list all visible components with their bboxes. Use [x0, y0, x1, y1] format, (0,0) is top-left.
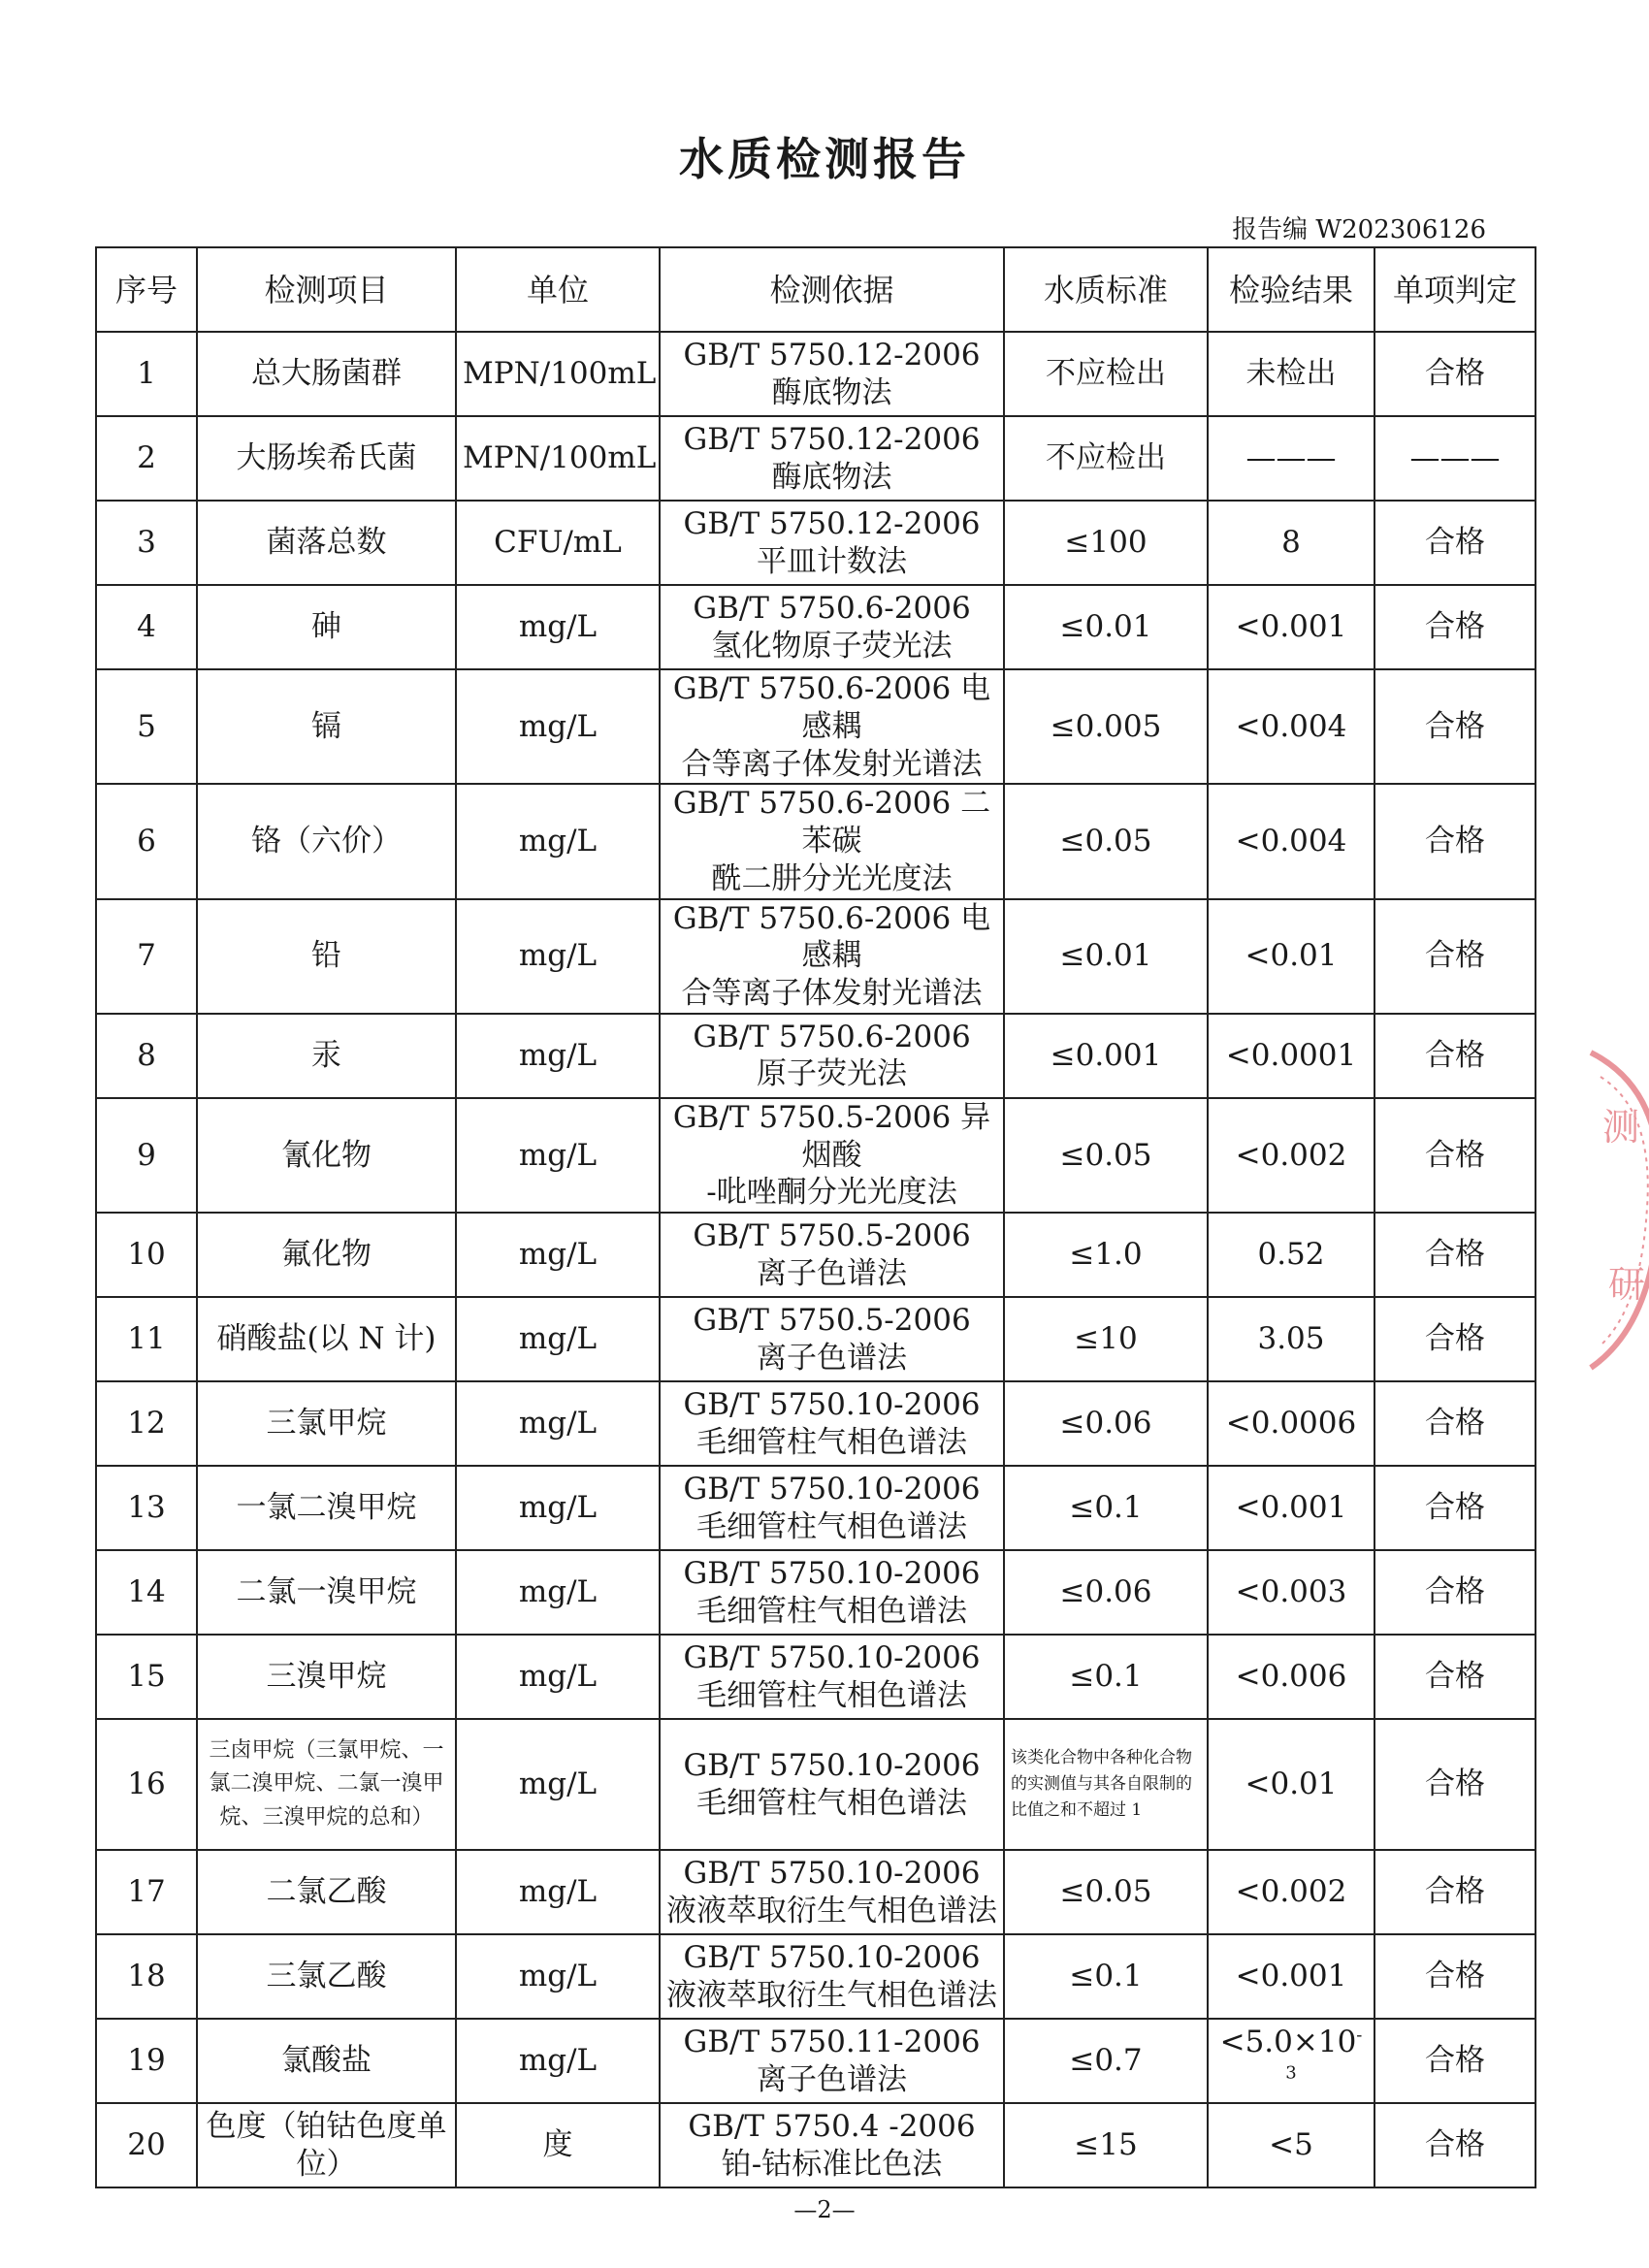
- cell-method: GB/T 5750.12-2006 平皿计数法: [660, 501, 1004, 585]
- cell-no: 15: [96, 1635, 197, 1719]
- table-row: [96, 416, 1536, 501]
- table-row: [96, 2019, 1536, 2103]
- cell-result: <0.001: [1208, 585, 1374, 669]
- cell-method: GB/T 5750.10-2006 毛细管柱气相色谱法: [660, 1381, 1004, 1466]
- table-row: [96, 1719, 1536, 1850]
- cell-method: GB/T 5750.10-2006 毛细管柱气相色谱法: [660, 1635, 1004, 1719]
- cell-method: GB/T 5750.12-2006 酶底物法: [660, 416, 1004, 501]
- cell-result: <0.001: [1208, 1934, 1374, 2019]
- cell-unit: mg/L: [456, 1934, 660, 2019]
- cell-no: 16: [96, 1719, 197, 1850]
- cell-unit: mg/L: [456, 1098, 660, 1213]
- cell-standard: ≤0.1: [1004, 1466, 1208, 1550]
- table-row: [96, 1297, 1536, 1381]
- cell-item: 色度（铂钴色度单位）: [197, 2103, 456, 2187]
- cell-no: 7: [96, 899, 197, 1014]
- cell-standard: ≤0.7: [1004, 2019, 1208, 2103]
- cell-method: GB/T 5750.5-2006 异烟酸 -吡唑酮分光光度法: [660, 1098, 1004, 1213]
- cell-standard: ≤0.01: [1004, 899, 1208, 1014]
- cell-judgement: 合格: [1374, 1719, 1536, 1850]
- cell-no: 20: [96, 2103, 197, 2187]
- cell-item: 硝酸盐(以 N 计): [197, 1297, 456, 1381]
- cell-no: 13: [96, 1466, 197, 1550]
- cell-standard: ≤0.06: [1004, 1550, 1208, 1635]
- cell-item: 三氯甲烷: [197, 1381, 456, 1466]
- header-unit: 单位: [456, 247, 660, 332]
- cell-result: <0.006: [1208, 1635, 1374, 1719]
- cell-method: GB/T 5750.6-2006 二苯碳 酰二肼分光光度法: [660, 784, 1004, 898]
- cell-standard: ≤0.005: [1004, 669, 1208, 784]
- cell-method: GB/T 5750.5-2006 离子色谱法: [660, 1213, 1004, 1297]
- cell-item: 一氯二溴甲烷: [197, 1466, 456, 1550]
- table-row: [96, 585, 1536, 669]
- cell-result: <0.001: [1208, 1466, 1374, 1550]
- cell-judgement: 合格: [1374, 2019, 1536, 2103]
- cell-unit: mg/L: [456, 1014, 660, 1098]
- table-row: [96, 1381, 1536, 1466]
- cell-result: <0.01: [1208, 1719, 1374, 1850]
- red-seal-stamp: [1552, 1033, 1649, 1382]
- cell-method: GB/T 5750.6-2006 氢化物原子荧光法: [660, 585, 1004, 669]
- cell-no: 11: [96, 1297, 197, 1381]
- cell-unit: mg/L: [456, 1381, 660, 1466]
- stamp-text-bottom: 研: [1608, 1263, 1646, 1306]
- table-row: [96, 2103, 1536, 2187]
- cell-unit: mg/L: [456, 1213, 660, 1297]
- cell-judgement: 合格: [1374, 1466, 1536, 1550]
- cell-result: 3.05: [1208, 1297, 1374, 1381]
- cell-unit: 度: [456, 2103, 660, 2187]
- cell-no: 12: [96, 1381, 197, 1466]
- table-row: [96, 669, 1536, 784]
- cell-unit: MPN/100mL: [456, 416, 660, 501]
- stamp-text-top: 测: [1602, 1106, 1640, 1149]
- cell-method: GB/T 5750.11-2006 离子色谱法: [660, 2019, 1004, 2103]
- cell-standard: 不应检出: [1004, 332, 1208, 416]
- cell-standard: ≤0.1: [1004, 1635, 1208, 1719]
- table-row: [96, 784, 1536, 898]
- cell-judgement: 合格: [1374, 585, 1536, 669]
- water-quality-table: [95, 246, 1536, 2188]
- cell-item: 三溴甲烷: [197, 1635, 456, 1719]
- cell-unit: mg/L: [456, 1719, 660, 1850]
- cell-judgement: 合格: [1374, 784, 1536, 898]
- cell-no: 19: [96, 2019, 197, 2103]
- result-exponent: -3: [1285, 2025, 1363, 2084]
- cell-no: 1: [96, 332, 197, 416]
- cell-judgement: 合格: [1374, 332, 1536, 416]
- cell-item: 砷: [197, 585, 456, 669]
- cell-method: GB/T 5750.5-2006 离子色谱法: [660, 1297, 1004, 1381]
- cell-result: 8: [1208, 501, 1374, 585]
- cell-method: GB/T 5750.6-2006 电感耦 合等离子体发射光谱法: [660, 899, 1004, 1014]
- cell-no: 10: [96, 1213, 197, 1297]
- cell-item: 汞: [197, 1014, 456, 1098]
- cell-judgement: 合格: [1374, 1381, 1536, 1466]
- cell-method: GB/T 5750.10-2006 液液萃取衍生气相色谱法: [660, 1850, 1004, 1934]
- cell-unit: mg/L: [456, 1550, 660, 1635]
- table-row: [96, 501, 1536, 585]
- header-method: 检测依据: [660, 247, 1004, 332]
- cell-judgement: ———: [1374, 416, 1536, 501]
- cell-unit: mg/L: [456, 1297, 660, 1381]
- cell-result: <0.002: [1208, 1850, 1374, 1934]
- cell-item: 铅: [197, 899, 456, 1014]
- cell-item: 氯酸盐: [197, 2019, 456, 2103]
- cell-no: 14: [96, 1550, 197, 1635]
- cell-item: 菌落总数: [197, 501, 456, 585]
- cell-result: ———: [1208, 416, 1374, 501]
- cell-item: 氟化物: [197, 1213, 456, 1297]
- cell-item: 三卤甲烷（三氯甲烷、一氯二溴甲烷、二氯一溴甲烷、三溴甲烷的总和）: [197, 1719, 456, 1850]
- cell-item: 大肠埃希氏菌: [197, 416, 456, 501]
- header-result: 检验结果: [1208, 247, 1374, 332]
- cell-standard: ≤15: [1004, 2103, 1208, 2187]
- cell-standard: ≤0.06: [1004, 1381, 1208, 1466]
- result-base: <5.0×10: [1219, 2024, 1357, 2059]
- cell-method: GB/T 5750.10-2006 毛细管柱气相色谱法: [660, 1466, 1004, 1550]
- cell-unit: CFU/mL: [456, 501, 660, 585]
- cell-standard: ≤1.0: [1004, 1213, 1208, 1297]
- cell-no: 18: [96, 1934, 197, 2019]
- cell-item: 二氯乙酸: [197, 1850, 456, 1934]
- cell-unit: mg/L: [456, 585, 660, 669]
- cell-no: 3: [96, 501, 197, 585]
- cell-method: GB/T 5750.6-2006 电感耦 合等离子体发射光谱法: [660, 669, 1004, 784]
- cell-unit: mg/L: [456, 899, 660, 1014]
- header-judgement: 单项判定: [1374, 247, 1536, 332]
- table-row: [96, 1635, 1536, 1719]
- cell-judgement: 合格: [1374, 1213, 1536, 1297]
- cell-no: 17: [96, 1850, 197, 1934]
- report-number: 报告编 W202306126: [1232, 215, 1486, 244]
- cell-result: <5: [1208, 2103, 1374, 2187]
- cell-item: 三氯乙酸: [197, 1934, 456, 2019]
- table-row: [96, 1550, 1536, 1635]
- table-row: [96, 1098, 1536, 1213]
- cell-unit: mg/L: [456, 2019, 660, 2103]
- table-row: [96, 1934, 1536, 2019]
- cell-method: GB/T 5750.10-2006 毛细管柱气相色谱法: [660, 1719, 1004, 1850]
- cell-judgement: 合格: [1374, 1550, 1536, 1635]
- table-header-row: [96, 247, 1536, 332]
- cell-no: 2: [96, 416, 197, 501]
- cell-unit: MPN/100mL: [456, 332, 660, 416]
- report-title: 水质检测报告: [679, 133, 970, 185]
- cell-result: [1208, 2019, 1374, 2103]
- cell-judgement: 合格: [1374, 1635, 1536, 1719]
- cell-item: 镉: [197, 669, 456, 784]
- cell-no: 5: [96, 669, 197, 784]
- cell-item: 铬（六价）: [197, 784, 456, 898]
- cell-standard: ≤0.01: [1004, 585, 1208, 669]
- cell-no: 9: [96, 1098, 197, 1213]
- header-no: 序号: [96, 247, 197, 332]
- cell-judgement: 合格: [1374, 1014, 1536, 1098]
- table-row: [96, 899, 1536, 1014]
- cell-judgement: 合格: [1374, 2103, 1536, 2187]
- cell-no: 8: [96, 1014, 197, 1098]
- cell-standard: ≤10: [1004, 1297, 1208, 1381]
- cell-judgement: 合格: [1374, 1297, 1536, 1381]
- cell-standard: ≤0.05: [1004, 1098, 1208, 1213]
- table-row: [96, 1850, 1536, 1934]
- cell-result: <0.003: [1208, 1550, 1374, 1635]
- cell-item: 二氯一溴甲烷: [197, 1550, 456, 1635]
- page-number: —2—: [793, 2196, 856, 2223]
- cell-judgement: 合格: [1374, 1850, 1536, 1934]
- cell-standard: ≤0.05: [1004, 1850, 1208, 1934]
- cell-no: 4: [96, 585, 197, 669]
- cell-result: <0.0006: [1208, 1381, 1374, 1466]
- cell-standard: ≤100: [1004, 501, 1208, 585]
- cell-judgement: 合格: [1374, 669, 1536, 784]
- cell-judgement: 合格: [1374, 1098, 1536, 1213]
- cell-judgement: 合格: [1374, 1934, 1536, 2019]
- cell-result: <0.01: [1208, 899, 1374, 1014]
- cell-standard: ≤0.05: [1004, 784, 1208, 898]
- cell-unit: mg/L: [456, 784, 660, 898]
- table-row: [96, 1014, 1536, 1098]
- cell-no: 6: [96, 784, 197, 898]
- header-standard: 水质标准: [1004, 247, 1208, 332]
- cell-result: <0.0001: [1208, 1014, 1374, 1098]
- cell-standard: 该类化合物中各种化合物的实测值与其各自限制的比值之和不超过 1: [1004, 1719, 1208, 1850]
- header-item: 检测项目: [197, 247, 456, 332]
- cell-result: <0.004: [1208, 669, 1374, 784]
- cell-standard: ≤0.1: [1004, 1934, 1208, 2019]
- table-row: [96, 1213, 1536, 1297]
- cell-method: GB/T 5750.12-2006 酶底物法: [660, 332, 1004, 416]
- cell-judgement: 合格: [1374, 501, 1536, 585]
- cell-method: GB/T 5750.10-2006 毛细管柱气相色谱法: [660, 1550, 1004, 1635]
- cell-unit: mg/L: [456, 1635, 660, 1719]
- cell-result: 0.52: [1208, 1213, 1374, 1297]
- cell-unit: mg/L: [456, 1466, 660, 1550]
- cell-item: 总大肠菌群: [197, 332, 456, 416]
- cell-result: <0.004: [1208, 784, 1374, 898]
- cell-standard: ≤0.001: [1004, 1014, 1208, 1098]
- cell-method: GB/T 5750.10-2006 液液萃取衍生气相色谱法: [660, 1934, 1004, 2019]
- cell-judgement: 合格: [1374, 899, 1536, 1014]
- cell-unit: mg/L: [456, 669, 660, 784]
- cell-result: <0.002: [1208, 1098, 1374, 1213]
- cell-item: 氰化物: [197, 1098, 456, 1213]
- table-row: [96, 1466, 1536, 1550]
- cell-method: GB/T 5750.4 -2006 铂-钴标准比色法: [660, 2103, 1004, 2187]
- table-row: [96, 332, 1536, 416]
- cell-unit: mg/L: [456, 1850, 660, 1934]
- cell-standard: 不应检出: [1004, 416, 1208, 501]
- cell-result: 未检出: [1208, 332, 1374, 416]
- cell-method: GB/T 5750.6-2006 原子荧光法: [660, 1014, 1004, 1098]
